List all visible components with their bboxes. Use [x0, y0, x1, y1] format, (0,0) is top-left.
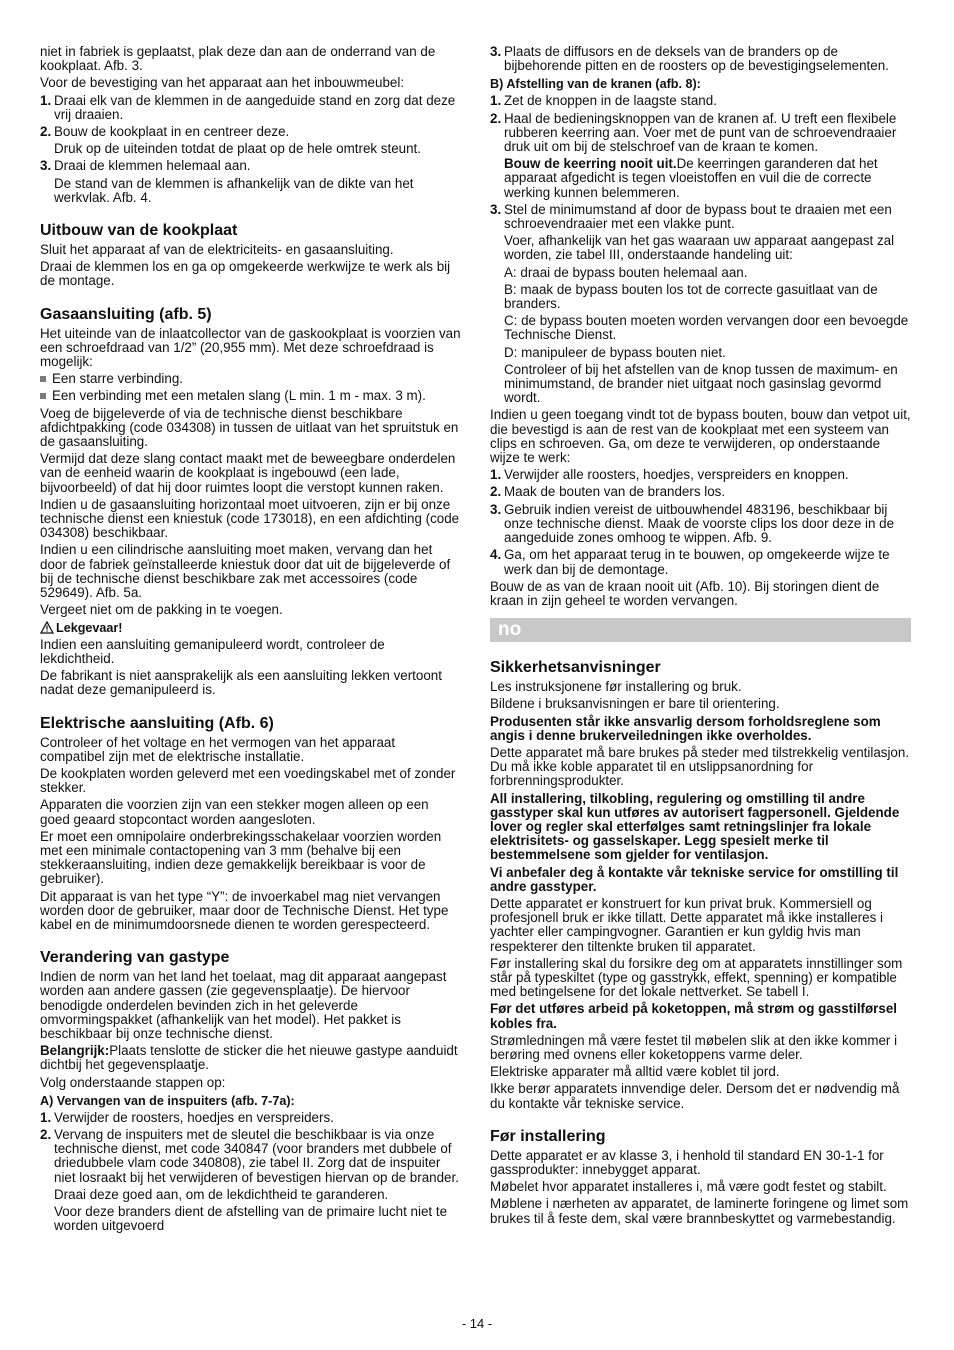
warning-label	[40, 621, 461, 635]
bullet-text: Een starre verbinding.	[52, 371, 184, 387]
paragraph: De fabrikant is niet aansprakelijk als een aansluiting lekken vertoont nadat deze gemanipuleerd is.	[40, 668, 442, 698]
numbered-step	[490, 94, 911, 108]
paragraph: Dit apparaat is van het type “Y”: de invoerkabel mag niet vervangen worden door de gebruiker, maar door de Technische Dienst. Het type kabel en de minimumdoorsnede dienen te worden gerespecteerd.	[40, 888, 449, 932]
step-text: Zet de knoppen in de laagste stand.	[504, 93, 717, 109]
section-heading: Verandering van gastype	[40, 949, 230, 967]
paragraph: Vergeet niet om de pakking in te voegen.	[40, 602, 283, 618]
paragraph: Elektriske apparater må alltid være koblet til jord.	[490, 1064, 780, 1080]
numbered-step	[40, 125, 461, 139]
paragraph: Sluit het apparaat af van de elektriciteits- en gasaansluiting.	[40, 242, 394, 258]
paragraph: Dette apparatet er konstruert for kun privat bruk. Kommersiell og profesjonell bruk er ikke tillatt. Dette apparatet må ikke installeres i yachter eller campingvogner. Garantien er kun gyldig hvis man respekterer den tiltenkte bruken til apparatet.	[490, 895, 883, 954]
lead-text: Plaats tenslotte de sticker die het nieuwe gastype aanduidt dichtbij het gegevensplaatje.	[40, 1043, 458, 1073]
bullet-text: Een verbinding met een metalen slang (L min. 1 m - max. 3 m).	[52, 388, 426, 404]
indented-paragraph: Voor deze branders dient de afstelling van de primaire lucht niet te worden uitgevoerd	[54, 1204, 448, 1234]
numbered-step	[490, 503, 911, 546]
page-number: - 14 -	[461, 1316, 493, 1331]
section-heading: Uitbouw van de kookplaat	[40, 222, 238, 240]
language-code: no	[498, 619, 522, 641]
indented-paragraph: B: maak de bypass bouten los tot de correcte gasuitlaat van de branders.	[504, 281, 878, 312]
paragraph: Indien u geen toegang vindt tot de bypass bouten, bouw dan vetpot uit, die bevestigd is aan de rest van de kookplaat met een systeem van clips en schroeven. Ga, om deze te verwijderen, op onderstaande wijze te werk:	[490, 407, 911, 466]
step-number: 1.	[490, 467, 502, 483]
paragraph: Indien u de gasaansluiting horizontaal moet uitvoeren, zijn er bij onze technische dienst een kniestuk (code 173018), en een afdichting (code 034308) beschikbaar.	[40, 496, 460, 541]
step-text: Draai elk van de klemmen in de aangeduide stand en zorg dat deze vrij draaien.	[54, 92, 456, 122]
lead-label: Bouw de keerring nooit uit.	[504, 156, 677, 172]
bold-paragraph: All installering, tilkobling, regulering og omstilling til andre gasstyper skal kun utføres av autorisert fagpersonell. Gjeldende lover og regler skal etterfølges samt retningslinjer fra lokale elektrisitets- og gasselskaper. Legg spesielt merke til bestemmelsene som gjelder for ventilasjon.	[490, 790, 900, 863]
indented-paragraph: Druk op de uiteinden totdat de plaat op de hele omtrek steunt.	[54, 141, 422, 157]
paragraph: De kookplaten worden geleverd met een voedingskabel met of zonder stekker.	[40, 765, 456, 796]
numbered-step	[40, 94, 461, 122]
paragraph: Volg onderstaande stappen op:	[40, 1074, 226, 1090]
right-column	[490, 42, 911, 1226]
indented-paragraph: A: draai de bypass bouten helemaal aan.	[504, 264, 748, 280]
indented-paragraph: C: de bypass bouten moeten worden vervangen door een bevoegde Technische Dienst.	[504, 313, 909, 343]
warning-triangle-icon	[40, 621, 54, 634]
lead-text: De keerringen garanderen dat het apparaat afgedicht is tegen vloeistoffen en vuil die de correcte werking kunnen belemmeren.	[504, 156, 878, 200]
square-bullet-icon	[40, 393, 46, 399]
step-number: 3.	[490, 201, 502, 217]
paragraph: Draai de klemmen los en ga op omgekeerde werkwijze te werk als bij de montage.	[40, 259, 451, 289]
paragraph: Er moet een omnipolaire onderbrekingsschakelaar voorzien worden met een minimale contactopening van 3 mm (behalve bij een stekkeraansluiting, indien deze gemakkelijk bereikbaar is voor de gebruiker).	[40, 828, 442, 887]
paragraph: niet in fabriek is geplaatst, plak deze dan aan de onderrand van de kookplaat. Afb. 3.	[40, 44, 436, 74]
paragraph: Dette apparatet må bare brukes på steder med tilstrekkelig ventilasjon. Du må ikke koble apparatet til en utslippsanordning for forbrenningsprodukter.	[490, 744, 910, 789]
paragraph: Strømledningen må være festet til møbelen slik at den ikke kommer i berøring med ovnens eller koketoppens varme deler.	[490, 1032, 898, 1062]
step-number: 3.	[40, 158, 52, 174]
indented-paragraph: Draai deze goed aan, om de lekdichtheid te garanderen.	[54, 1186, 389, 1202]
step-text: Stel de minimumstand af door de bypass bout te draaien met een schroevendraaier met een vlakke punt.	[504, 201, 892, 232]
step-number: 2.	[40, 1126, 52, 1142]
square-bullet-icon	[40, 376, 46, 382]
paragraph: Indien een aansluiting gemanipuleerd wordt, controleer de lekdichtheid.	[40, 636, 385, 666]
step-text: Maak de bouten van de branders los.	[504, 484, 726, 500]
paragraph: Indien u een cilindrische aansluiting moet maken, vervang dan het door de fabriek geïnstalleerde kniestuk door dat uit de bijgeleverde of bij de technische dienst beschikbare zak met accessoires (code 529649). Afb. 5a.	[40, 542, 451, 601]
bullet-item	[40, 389, 461, 403]
warning-text: Lekgevaar!	[56, 620, 123, 635]
step-number: 1.	[40, 1109, 52, 1125]
numbered-step	[490, 485, 911, 499]
paragraph: Bouw de as van de kraan nooit uit (Afb. 10). Bij storingen dient de kraan in zijn geheel te worden vervangen.	[490, 578, 880, 608]
step-text: Draai de klemmen helemaal aan.	[54, 158, 251, 174]
left-column	[40, 42, 461, 1233]
bold-paragraph: Før det utføres arbeid på koketoppen, må strøm og gasstilførsel kobles fra.	[490, 1001, 898, 1031]
paragraph: Controleer of het voltage en het vermogen van het apparaat compatibel zijn met de elektrische installatie.	[40, 734, 396, 764]
numbered-step	[490, 112, 911, 155]
numbered-step	[40, 1111, 461, 1125]
paragraph: Het uiteinde van de inlaatcollector van de gaskookplaat is voorzien van een schroefdraad van 1/2” (20,955 mm). Met deze schroefdraad is mogelijk:	[40, 325, 461, 370]
paragraph: Bildene i bruksanvisningen er bare til orientering.	[490, 696, 780, 712]
paragraph: Voeg de bijgeleverde of via de technische dienst beschikbare afdichtpakking (code 034308) in tussen de uitlaat van het spruitstuk en de gasaansluiting.	[40, 405, 459, 450]
step-number: 2.	[40, 124, 52, 140]
subsection-heading: B) Afstelling van de kranen (afb. 8):	[490, 77, 701, 92]
numbered-step	[490, 45, 911, 73]
bold-paragraph: Produsenten står ikke ansvarlig dersom forholdsreglene som angis i denne brukerveiledningen ikke overholdes.	[490, 713, 881, 743]
indented-paragraph: Voer, afhankelijk van het gas waaraan uw apparaat aangepast zal worden, zie tabel III, onderstaande handeling uit:	[504, 233, 895, 263]
numbered-step	[40, 159, 461, 173]
paragraph: Voor de bevestiging van het apparaat aan het inbouwmeubel:	[40, 75, 405, 91]
step-text: Vervang de inspuiters met de sleutel die beschikbaar is via onze technische dienst, met code 340847 (voor branders met dubbele of driedubbele vlam code 340808), zie tabel II. Zorg dat de inspuiter niet losraakt bij het verwijderen of bevestigen hiervan op de brander.	[54, 1126, 459, 1185]
step-text: Gebruik indien vereist de uitbouwhendel 483196, beschikbaar bij onze technische dienst. Maak de voorste clips los door deze in de aangeduide zones omhoog te wippen. Afb. 9.	[504, 501, 895, 546]
step-number: 4.	[490, 547, 502, 563]
step-number: 2.	[490, 110, 502, 126]
section-heading: Gasaansluiting (afb. 5)	[40, 305, 212, 323]
step-text: Haal de bedieningsknoppen van de kranen af. U treft een flexibele rubberen keerring aan. Voer met de punt van de schroevendraaier druk uit om bij de stelschroef van de kraan te komen.	[504, 110, 897, 155]
step-text: Verwijder de roosters, hoedjes en verspreiders.	[54, 1109, 334, 1125]
step-text: Bouw de kookplaat in en centreer deze.	[54, 124, 290, 140]
bullet-item	[40, 372, 461, 386]
step-number: 3.	[490, 501, 502, 517]
subsection-heading: A) Vervangen van de inspuiters (afb. 7-7a):	[40, 1093, 295, 1108]
paragraph: Vermijd dat deze slang contact maakt met de beweegbare onderdelen van de eenheid waarin de kookplaat is ingebouwd (een lade, bijvoorbeeld) of dat hij door ruimtes loopt die verstopt kunnen raken.	[40, 451, 456, 495]
numbered-step	[490, 548, 911, 576]
paragraph: Apparaten die voorzien zijn van een stekker mogen alleen op een goed geaard stopcontact worden aangesloten.	[40, 797, 429, 827]
indented-paragraph: D: manipuleer de bypass bouten niet.	[504, 344, 726, 360]
paragraph: Ikke berør apparatets innvendige deler. Dersom det er nødvendig må du kontakte vår tekniske service.	[490, 1081, 900, 1111]
lead-paragraph	[40, 1044, 461, 1072]
step-number: 1.	[490, 93, 502, 109]
bold-paragraph: Vi anbefaler deg å kontakte vår tekniske service for omstilling til andre gasstyper.	[490, 864, 899, 894]
step-text: Plaats de diffusors en de deksels van de branders op de bijbehorende pitten en de roosters op de bevestigingselementen.	[504, 44, 889, 74]
section-heading: Før installering	[490, 1127, 606, 1145]
lead-label: Belangrijk:	[40, 1043, 110, 1059]
step-text: Verwijder alle roosters, hoedjes, verspreiders en knoppen.	[504, 467, 849, 483]
step-number: 1.	[40, 92, 52, 108]
numbered-step	[40, 1128, 461, 1185]
section-heading: Sikkerhetsanvisninger	[490, 659, 661, 677]
lead-paragraph	[490, 157, 911, 200]
step-number: 2.	[490, 484, 502, 500]
indented-paragraph: Controleer of bij het afstellen van de knop tussen de maximum- en minimumstand, de brander niet uitgaat noch gasinslag gevormd wordt.	[504, 361, 898, 406]
paragraph: Indien de norm van het land het toelaat, mag dit apparaat aangepast worden aan andere gassen (zie gegevensplaatje). De hiervoor benodigde onderdelen bevinden zich in het geleverde omvormingspakket (afhankelijk van het model). Het pakket is beschikbaar bij onze technische dienst.	[40, 969, 447, 1041]
paragraph: Les instruksjonene før installering og bruk.	[490, 679, 742, 695]
paragraph: Dette apparatet er av klasse 3, i henhold til standard EN 30-1-1 for gassprodukter: innebygget apparat.	[490, 1147, 884, 1177]
indented-paragraph: De stand van de klemmen is afhankelijk van de dikte van het werkvlak. Afb. 4.	[54, 175, 414, 205]
step-number: 3.	[490, 44, 502, 59]
section-heading: Elektrische aansluiting (Afb. 6)	[40, 714, 274, 732]
numbered-step	[490, 203, 911, 231]
numbered-step	[490, 468, 911, 482]
paragraph: Møbelet hvor apparatet installeres i, må være godt festet og stabilt.	[490, 1179, 887, 1195]
step-text: Ga, om het apparaat terug in te bouwen, op omgekeerde wijze te werk dan bij de demontage.	[504, 547, 890, 577]
paragraph: Før installering skal du forsikre deg om at apparatets innstillinger som står på typeskiltet (type og gasstrykk, effekt, spenning) er kompatible med betingelsene for det lokale nettverket. Se tabell I.	[490, 955, 903, 1000]
paragraph: Møblene i nærheten av apparatet, de laminerte foringene og limet som brukes til å feste dem, skal være brannbeskyttet og varmebestandig.	[490, 1196, 909, 1226]
language-band	[490, 618, 911, 642]
